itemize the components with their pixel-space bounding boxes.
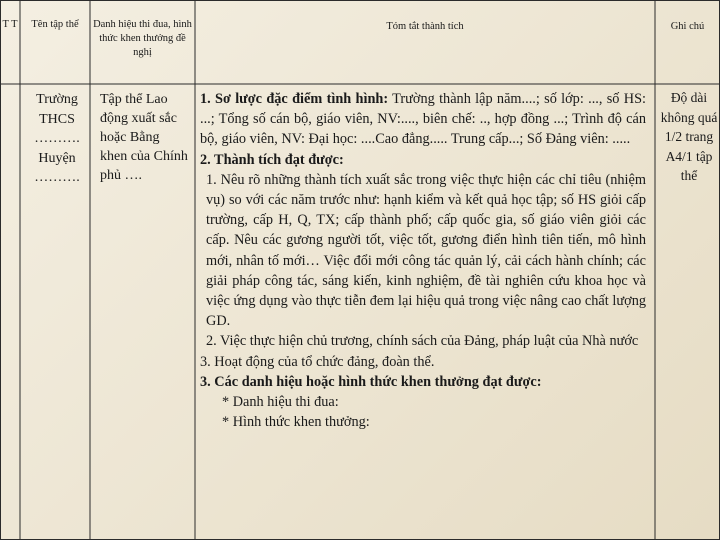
summary-s1-text: Trường thành lập năm....; số lớp: ..., số HS: ...; Tổng số cán bộ, giáo viên, NV:...., biên chế: .., hợp đồng ...; Trình độ cán bộ, giáo viên, NV: Đại học: ....Cao đẳng..... Trung cấp...; Số Đảng viên: .....	[200, 91, 646, 148]
summary-s3-sub1: * Danh hiệu thi đua:	[222, 394, 339, 411]
summary-section-1	[200, 89, 646, 150]
header-summary: Tóm tắt thành tích	[386, 21, 464, 32]
summary-s2-item1: 1. Nêu rõ những thành tích xuất sắc trong việc thực hiện các chỉ tiêu (nhiệm vụ) so với các năm trước như: hạnh kiểm và kết quả học tập; số HS giỏi cấp trường, cấp H, Q, TX; cấp thành phố; cấp quốc gia, số giáo viên giỏi các cấp. Nêu các gương người tốt, việc tốt, gương điển hình tiên tiến, mô hình mới, nhân tố mới… Việc đổi mới công tác quản lý, cải cách hành chính; các giải pháp công tác, sáng kiến, kinh nghiệm, đề tài nghiên cứu khoa học và việc ứng dụng vào thực tiễn đem lại hiệu quả trong việc nâng cao chất lượng GD.	[206, 171, 646, 330]
summary-s3-sub2: * Hình thức khen thưởng:	[222, 414, 370, 431]
header-tt: T T	[2, 19, 18, 30]
header-name: Tên tập thể	[31, 19, 79, 30]
summary-section-3	[200, 372, 646, 392]
summary-section-2	[200, 150, 646, 170]
summary-s2-item2: 2. Việc thực hiện chủ trương, chính sách của Đảng, pháp luật của Nhà nước	[206, 333, 639, 350]
row-note: Độ dài không quá 1/2 trang A4/1 tập thể	[660, 90, 718, 184]
row-unit-name: Trường THCS ………. Huyện ……….	[34, 92, 80, 185]
summary-s1-heading: 1. Sơ lược đặc điểm tình hình:	[200, 91, 389, 107]
summary-s2-heading: 2. Thành tích đạt được:	[200, 151, 344, 168]
summary-s2-item3: 3. Hoạt động của tổ chức đảng, đoàn thể.	[200, 353, 435, 370]
row-award-title: Tập thể Lao động xuất sắc hoặc Bằng khen của Chính phủ ….	[100, 92, 188, 183]
header-title: Danh hiệu thi đua, hình thức khen thưởng đề nghị	[93, 19, 192, 58]
header-note: Ghi chú	[670, 21, 705, 32]
achievement-summary	[200, 89, 646, 432]
summary-s3-heading: 3. Các danh hiệu hoặc hình thức khen thưởng đạt được:	[200, 373, 542, 390]
